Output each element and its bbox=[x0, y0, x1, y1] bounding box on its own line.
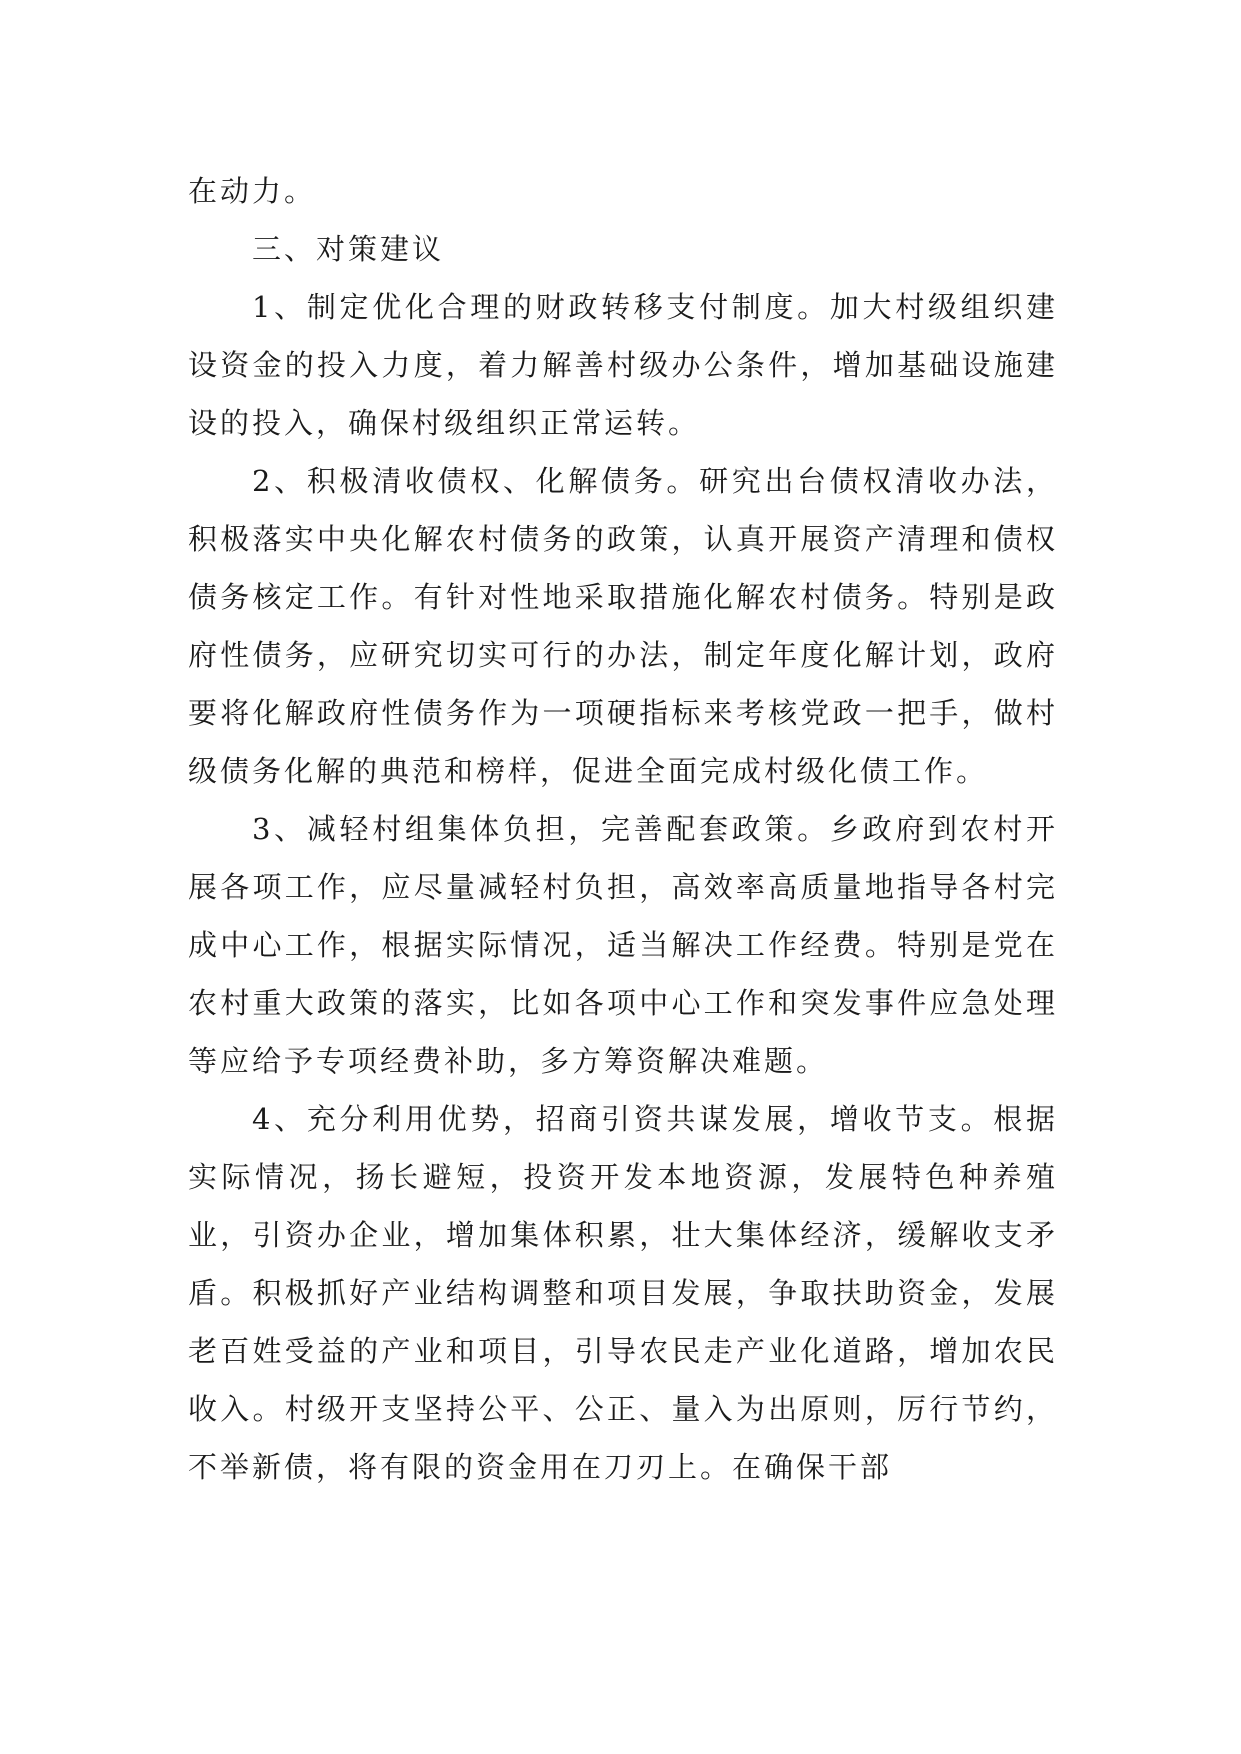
paragraph-item-3: 3、减轻村组集体负担，完善配套政策。乡政府到农村开展各项工作，应尽量减轻村负担，高效率高质量地指导各村完成中心工作，根据实际情况，适当解决工作经费。特别是党在农村重大政策的落实，比如各项中心工作和突发事件应急处理等应给予专项经费补助，多方筹资解决难题。 bbox=[188, 812, 1058, 1078]
paragraph-item-1: 1、制定优化合理的财政转移支付制度。加大村级组织建设资金的投入力度，着力解善村级办公条件，增加基础设施建设的投入，确保村级组织正常运转。 bbox=[188, 290, 1058, 440]
paragraph-continuation: 在动力。 bbox=[188, 174, 317, 208]
paragraph-item-4: 4、充分利用优势，招商引资共谋发展，增收节支。根据实际情况，扬长避短，投资开发本地资源，发展特色种养殖业，引资办企业，增加集体积累，壮大集体经济，缓解收支矛盾。积极抓好产业结构调整和项目发展，争取扶助资金，发展老百姓受益的产业和项目，引导农民走产业化道路，增加农民收入。村级开支坚持公平、公正、量入为出原则，厉行节约，不举新债，将有限的资金用在刀刃上。在确保干部 bbox=[188, 1102, 1058, 1484]
paragraph-item-2: 2、积极清收债权、化解债务。研究出台债权清收办法，积极落实中央化解农村债务的政策，认真开展资产清理和债权债务核定工作。有针对性地采取措施化解农村债务。特别是政府性债务，应研究切实可行的办法，制定年度化解计划，政府要将化解政府性债务作为一项硬指标来考核党政一把手，做村级债务化解的典范和榜样，促进全面完成村级化债工作。 bbox=[188, 464, 1058, 788]
document-body bbox=[188, 162, 1058, 1496]
section-heading: 三、对策建议 bbox=[252, 232, 445, 266]
